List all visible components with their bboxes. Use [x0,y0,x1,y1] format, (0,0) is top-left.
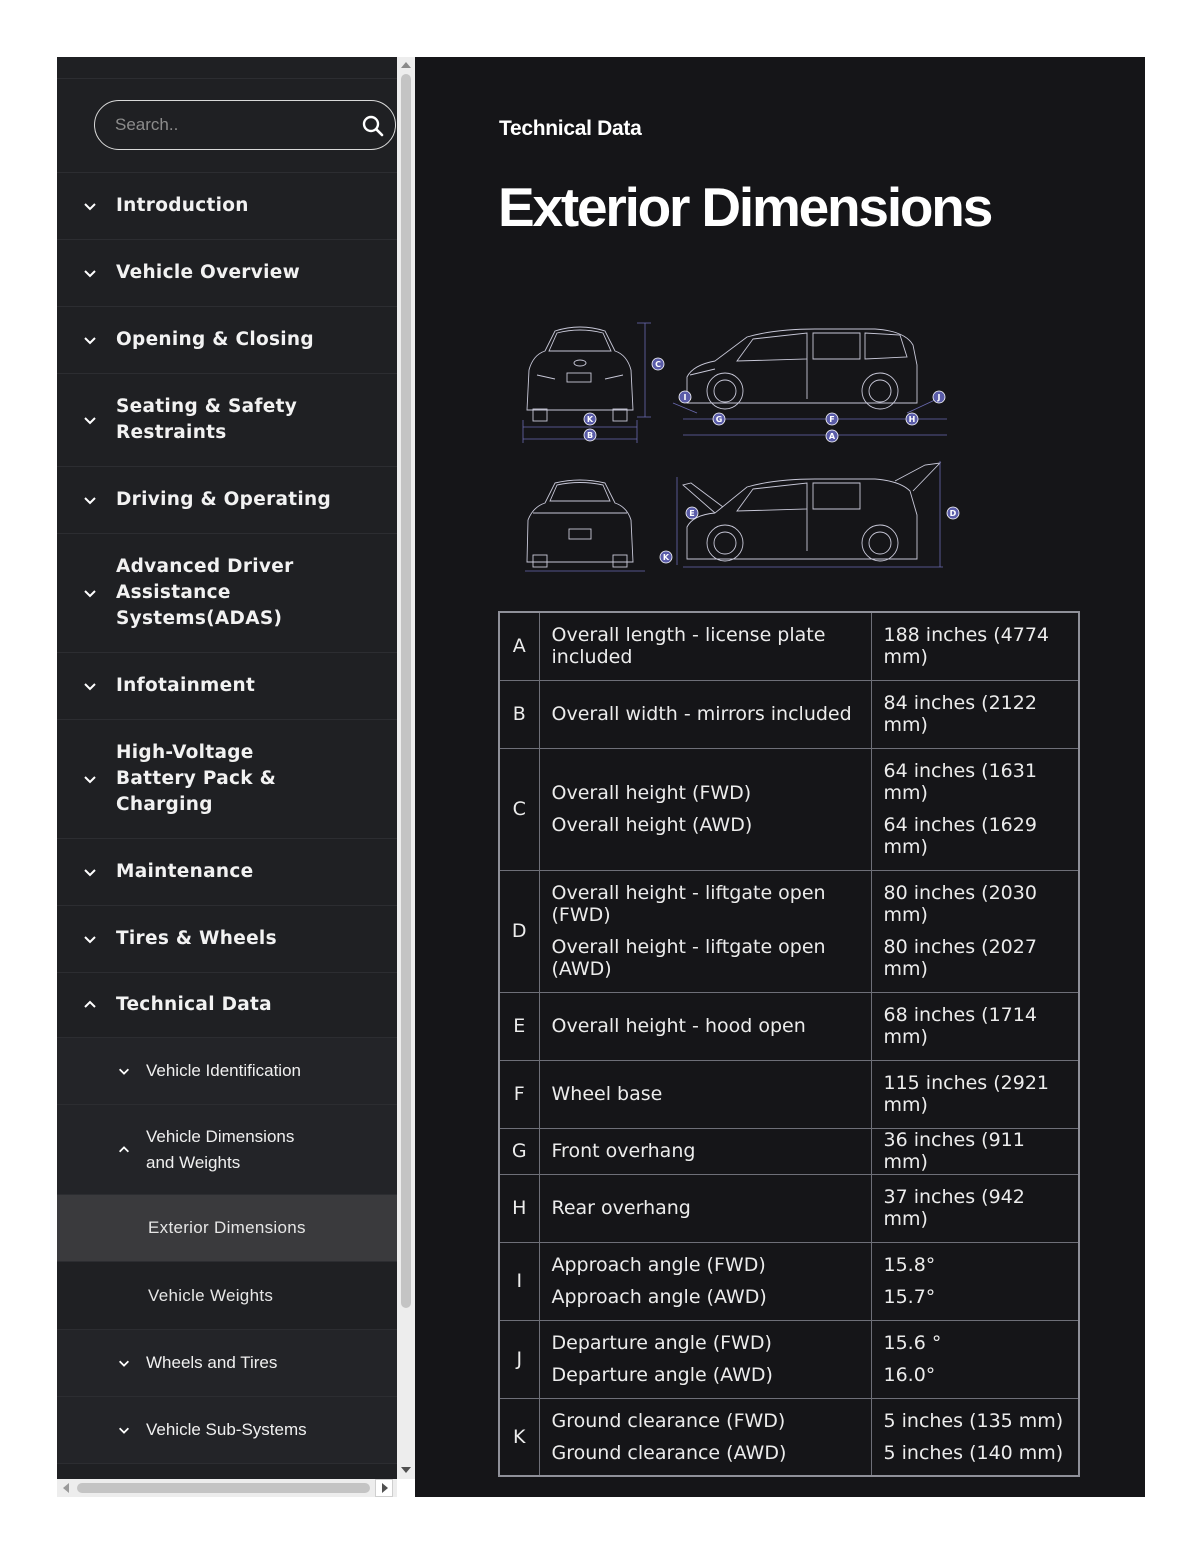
table-row [499,1398,1079,1476]
sidebar-subitem-wheels-tires[interactable] [57,1330,397,1397]
svg-text:F: F [829,415,835,424]
chevron-down-icon [117,1064,131,1078]
value-text: 115 inches (2921 mm) [883,1072,1050,1116]
table-row [499,748,1079,870]
front-view-drawing [527,327,633,421]
chevron-down-icon [82,585,98,601]
marker-k-rear [660,551,672,563]
row-description [539,748,871,870]
chevron-down-icon [82,198,98,214]
row-letter: G [499,1128,539,1174]
sidebar-subitem-label: Vehicle Identification [146,1061,301,1080]
value-text: 64 inches (1631 mm) [883,760,1037,804]
value-text: 5 inches (140 mm) [883,1441,1064,1464]
row-value [871,1128,1079,1174]
sidebar-item-adas[interactable] [57,534,397,653]
scroll-down-arrow-icon[interactable] [401,1467,411,1473]
rear-view-drawing [527,480,633,567]
scroll-right-arrow-icon[interactable] [375,1479,393,1497]
sidebar-item-high-voltage[interactable] [57,720,397,839]
marker-f [826,413,838,425]
row-description [539,680,871,748]
row-letter: C [499,748,539,870]
description-text: Overall width - mirrors included [551,703,852,725]
search-box[interactable] [94,100,396,150]
table-row [499,1242,1079,1320]
sidebar-leaf-label: Exterior Dimensions [148,1218,306,1237]
chevron-down-icon [82,492,98,508]
marker-g [713,413,725,425]
sidebar-subitem-label: Vehicle Dimensions and Weights [146,1126,295,1172]
scrollbar-thumb[interactable] [77,1483,370,1493]
row-description [539,1320,871,1398]
chevron-up-icon [82,997,98,1013]
page-title: Exterior Dimensions [498,176,992,238]
svg-text:I: I [683,393,687,402]
description-text: Ground clearance (AWD) [551,1441,787,1464]
description-text: Overall height (AWD) [551,814,753,836]
marker-e [686,507,698,519]
svg-text:K: K [586,415,594,424]
table-row [499,1060,1079,1128]
marker-k [584,413,596,425]
row-letter: E [499,992,539,1060]
row-letter: F [499,1060,539,1128]
chevron-down-icon [82,864,98,880]
sidebar-item-opening-closing[interactable] [57,307,397,374]
svg-text:H: H [908,415,916,424]
row-value [871,680,1079,748]
row-description [539,1242,871,1320]
chevron-down-icon [82,771,98,787]
value-text: 188 inches (4774 mm) [883,624,1050,669]
row-value [871,1242,1079,1320]
sidebar-item-tires-wheels[interactable] [57,906,397,973]
scroll-left-arrow-icon[interactable] [63,1483,69,1493]
description-text: Front overhang [551,1140,696,1162]
sidebar-item-introduction[interactable] [57,173,397,240]
table-row [499,1320,1079,1398]
value-text: 15.8° [883,1254,936,1276]
value-text: 5 inches (135 mm) [883,1409,1064,1432]
row-letter: A [499,612,539,680]
value-text: 36 inches (911 mm) [883,1129,1025,1173]
row-letter: B [499,680,539,748]
row-value [871,870,1079,992]
marker-c [652,358,664,370]
value-text: 80 inches (2030 mm) [883,882,1037,926]
row-description [539,992,871,1060]
marker-j [933,391,945,403]
svg-text:B: B [586,431,594,440]
sidebar-item-label: Infotainment [116,675,256,696]
sidebar-nav [57,57,397,1479]
sidebar-item-label: Maintenance [116,861,254,882]
svg-text:A: A [828,432,836,441]
sidebar-item-label: Tires & Wheels [116,928,277,949]
scrollbar-thumb[interactable] [401,74,411,1308]
chevron-down-icon [117,1423,131,1437]
sidebar-vertical-scrollbar[interactable] [397,57,415,1479]
value-text: 84 inches (2122 mm) [883,692,1037,736]
side-view-drawing [687,329,917,409]
sidebar-item-seating-safety[interactable] [57,374,397,467]
side-view-open-drawing [683,463,940,561]
svg-text:E: E [689,509,695,518]
row-letter: D [499,870,539,992]
value-text: 80 inches (2027 mm) [883,936,1037,980]
description-text: Ground clearance (FWD) [551,1409,786,1432]
marker-h [906,413,918,425]
dimensions-table [498,611,1080,1477]
row-value [871,1174,1079,1242]
description-text: Wheel base [551,1083,663,1105]
row-description [539,1398,871,1476]
table-row [499,1128,1079,1174]
value-text: 15.7° [883,1286,936,1308]
search-icon[interactable] [361,114,385,138]
svg-text:G: G [715,415,723,424]
section-label: Technical Data [499,117,642,140]
marker-a [826,430,838,442]
row-description [539,1128,871,1174]
sidebar-item-label: Vehicle Overview [116,262,300,283]
row-letter: H [499,1174,539,1242]
sidebar-subitem-vehicle-dimensions[interactable] [57,1105,397,1195]
value-text: 37 inches (942 mm) [883,1186,1025,1230]
sidebar-item-label: High-Voltage Battery Pack & Charging [116,742,277,815]
sidebar-item-label: Seating & Safety Restraints [116,396,298,443]
diagram-markers [584,358,959,563]
chevron-up-icon [117,1143,131,1157]
row-value [871,612,1079,680]
description-text: Approach angle (AWD) [551,1286,767,1308]
table-row [499,680,1079,748]
sidebar-item-label: Introduction [116,195,249,216]
table-row [499,612,1079,680]
row-letter: K [499,1398,539,1476]
chevron-down-icon [82,332,98,348]
row-value [871,1060,1079,1128]
sidebar-top-divider [57,57,397,79]
table-row [499,992,1079,1060]
sidebar-item-label: Advanced Driver Assistance Systems(ADAS) [116,556,294,629]
sidebar-item-technical-data[interactable] [57,973,397,1038]
table-row [499,870,1079,992]
description-text: Overall length - license plate included [551,624,826,669]
description-text: Approach angle (FWD) [551,1254,766,1276]
row-value [871,748,1079,870]
value-text: 64 inches (1629 mm) [883,814,1037,858]
marker-b [584,429,596,441]
value-text: 68 inches (1714 mm) [883,1004,1037,1048]
description-text: Rear overhang [551,1197,691,1219]
svg-text:D: D [949,509,957,518]
sidebar-horizontal-scrollbar[interactable] [57,1479,397,1497]
marker-d [947,507,959,519]
row-value [871,992,1079,1060]
scroll-up-arrow-icon[interactable] [401,62,411,68]
sidebar-item-label: Technical Data [116,994,272,1015]
sidebar-item-maintenance[interactable] [57,839,397,906]
sidebar-item-infotainment[interactable] [57,653,397,720]
sidebar-item-driving-operating[interactable] [57,467,397,534]
svg-text:C: C [655,360,661,369]
sidebar-item-label: Driving & Operating [116,489,332,510]
row-description [539,1174,871,1242]
chevron-down-icon [82,931,98,947]
sidebar-subitem-label: Vehicle Sub-Systems [146,1420,307,1439]
description-text: Overall height - hood open [551,1015,806,1037]
sidebar-item-vehicle-overview[interactable] [57,240,397,307]
row-letter: J [499,1320,539,1398]
vehicle-dimensions-diagram [515,315,955,575]
row-description [539,612,871,680]
sidebar-subitem-label: Wheels and Tires [146,1353,278,1372]
svg-text:J: J [937,393,941,402]
description-text: Departure angle (AWD) [551,1364,773,1386]
marker-i [679,391,691,403]
row-value [871,1398,1079,1476]
main-content [415,57,1145,1497]
svg-text:K: K [662,553,670,562]
chevron-down-icon [117,1356,131,1370]
description-text: Overall height - liftgate open (FWD) [551,882,826,926]
row-letter: I [499,1242,539,1320]
value-text: 15.6 ° [883,1332,942,1354]
chevron-down-icon [82,678,98,694]
row-description [539,1060,871,1128]
table-row [499,1174,1079,1242]
description-text: Overall height (FWD) [551,782,752,804]
description-text: Overall height - liftgate open (AWD) [551,936,826,980]
chevron-down-icon [82,265,98,281]
search-input[interactable] [115,111,355,139]
search-area [57,79,397,173]
row-description [539,870,871,992]
sidebar-leaf-exterior-dimensions[interactable] [57,1195,397,1262]
sidebar-item-label: Opening & Closing [116,329,314,350]
chevron-down-icon [82,412,98,428]
sidebar-leaf-label: Vehicle Weights [148,1285,274,1305]
sidebar-subitem-vehicle-sub-systems[interactable] [57,1397,397,1464]
sidebar-leaf-vehicle-weights[interactable] [57,1262,397,1330]
sidebar-subitem-vehicle-identification[interactable] [57,1038,397,1105]
row-value [871,1320,1079,1398]
value-text: 16.0° [883,1364,936,1386]
description-text: Departure angle (FWD) [551,1332,772,1354]
